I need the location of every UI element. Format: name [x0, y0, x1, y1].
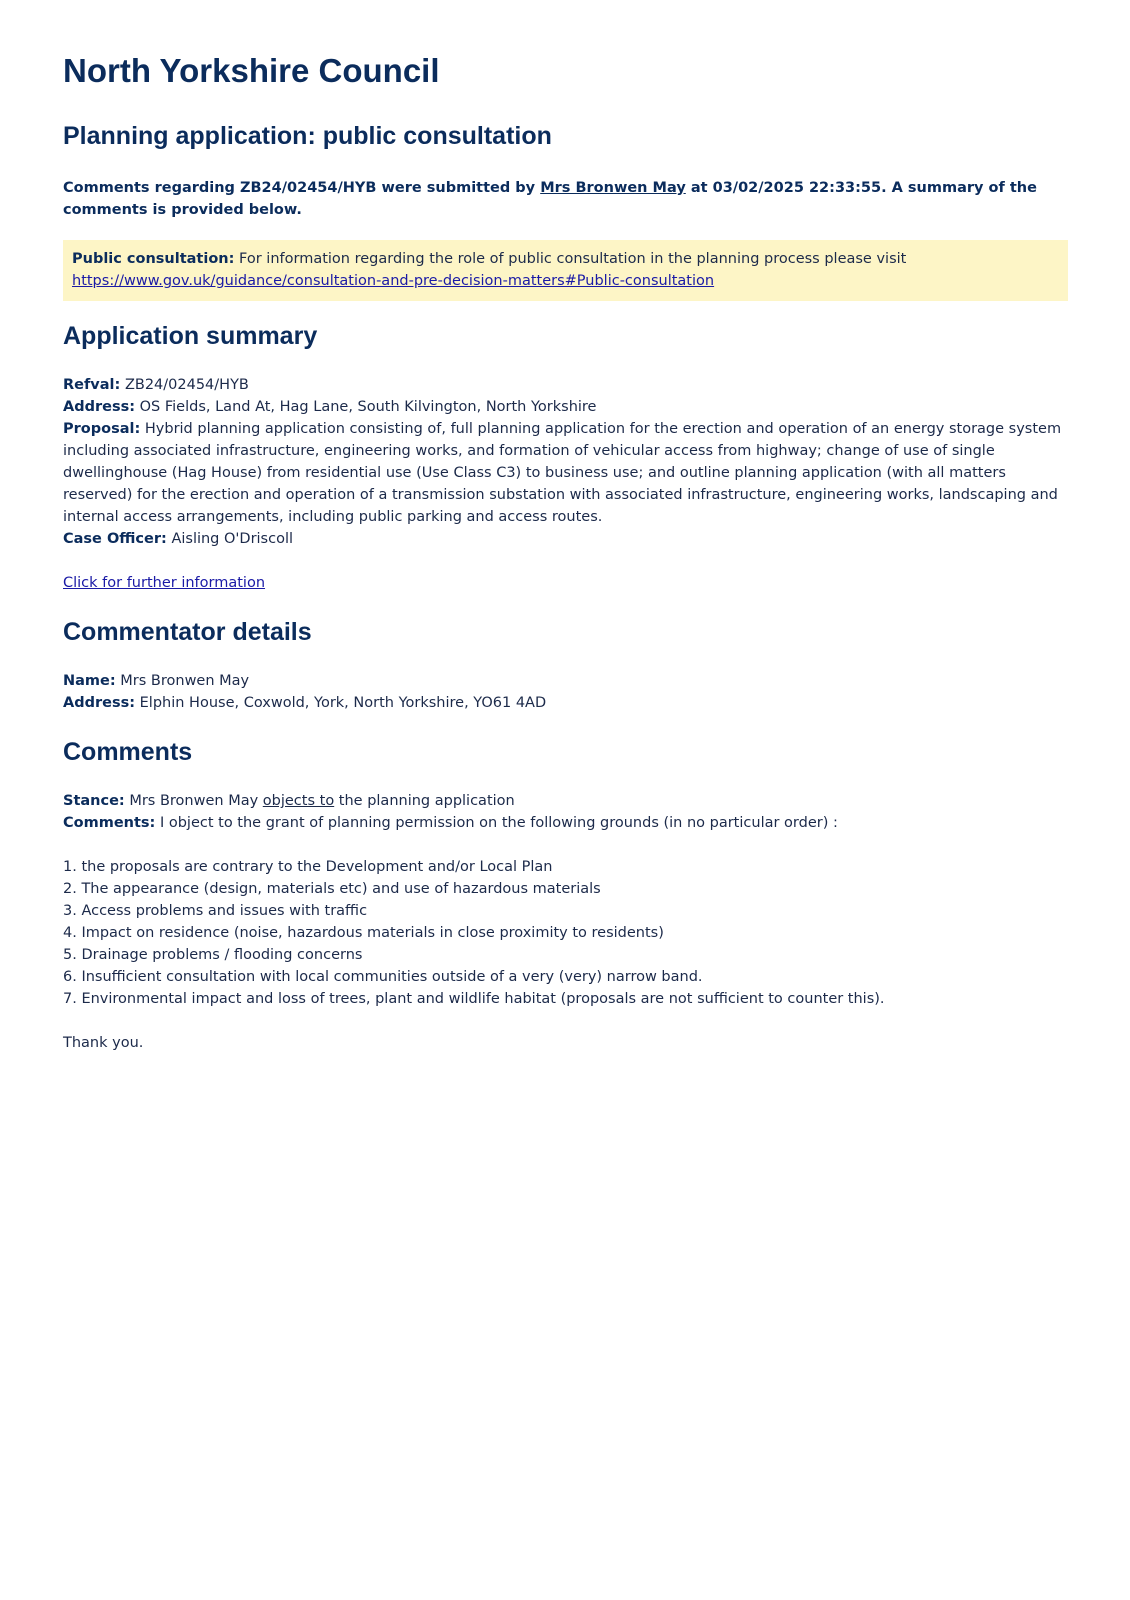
refval-label: Refval: [63, 377, 121, 393]
application-summary [63, 374, 1068, 550]
proposal-row [63, 418, 1068, 528]
comments-intro: I object to the grant of planning permission on the following grounds (in no particular order) : [159, 815, 838, 831]
further-info-block [63, 572, 1068, 594]
commentator-heading: Commentator details [63, 618, 312, 646]
commentator-address-label: Address: [63, 695, 136, 711]
list-item: 1. the proposals are contrary to the Development and/or Local Plan [63, 859, 553, 875]
application-summary-heading: Application summary [63, 322, 318, 350]
further-information-link[interactable]: Click for further information [63, 575, 266, 591]
case-officer-value: Aisling O'Driscoll [171, 531, 294, 547]
case-officer-row [63, 528, 1068, 550]
comments-intro-row [63, 812, 1068, 834]
intro-suffix: at 03/02/2025 22:33:55. A summary of the comments is provided below. [63, 180, 1037, 218]
grounds-list [63, 856, 1068, 1010]
stance-row [63, 790, 1068, 812]
intro-text [63, 177, 1063, 221]
list-item: 7. Environmental impact and loss of trees, plant and wildlife habitat (proposals are not sufficient to counter this). [63, 991, 885, 1007]
case-officer-label: Case Officer: [63, 531, 167, 547]
commentator-name: Mrs Bronwen May [120, 673, 250, 689]
intro-prefix: Comments regarding ZB24/02454/HYB were submitted by [63, 180, 536, 196]
address-row [63, 396, 1068, 418]
proposal-label: Proposal: [63, 421, 141, 437]
address-label: Address: [63, 399, 136, 415]
stance-name: Mrs Bronwen May [129, 793, 259, 809]
stance-label: Stance: [63, 793, 125, 809]
notice-label: Public consultation: [72, 251, 235, 267]
consultation-guidance-link[interactable]: https://www.gov.uk/guidance/consultation-and-pre-decision-matters#Public-consultation [72, 273, 715, 289]
consultation-notice [63, 240, 1068, 301]
commentator-details [63, 670, 1068, 714]
address-value: OS Fields, Land At, Hag Lane, South Kilvington, North Yorkshire [139, 399, 597, 415]
list-item: 4. Impact on residence (noise, hazardous materials in close proximity to residents) [63, 925, 664, 941]
stance-verb: objects to [262, 793, 335, 809]
stance-suffix: the planning application [338, 793, 515, 809]
closing-text: Thank you. [63, 1035, 144, 1051]
submitter-link[interactable]: Mrs Bronwen May [540, 180, 686, 196]
list-item: 6. Insufficient consultation with local communities outside of a very (very) narrow band. [63, 969, 703, 985]
commentator-name-row [63, 670, 1068, 692]
commentator-address-row [63, 692, 1068, 714]
proposal-value: Hybrid planning application consisting of, full planning application for the erection and operation of an energy storage system including associated infrastructure, engineering works, and formation of vehicular access from highway; change of use of single dwellinghouse (Hag House) from residential use (Use Class C3) to business use; and outline planning application (with all matters reserved) for the erection and operation of a transmission substation with associated infrastructure, engineering works, landscaping and internal access arrangements, including public parking and access routes. [63, 421, 1062, 525]
page-title: Planning application: public consultation [63, 122, 552, 150]
list-item: 3. Access problems and issues with traffic [63, 903, 368, 919]
refval-value: ZB24/02454/HYB [124, 377, 249, 393]
comments-heading: Comments [63, 738, 193, 766]
comments-block [63, 790, 1068, 1054]
notice-line [72, 248, 1059, 270]
comments-label: Comments: [63, 815, 156, 831]
council-title: North Yorkshire Council [63, 52, 440, 89]
commentator-address: Elphin House, Coxwold, York, North Yorkshire, YO61 4AD [139, 695, 547, 711]
notice-text: For information regarding the role of public consultation in the planning process please visit [239, 251, 907, 267]
refval-row [63, 374, 1068, 396]
commentator-name-label: Name: [63, 673, 116, 689]
list-item: 2. The appearance (design, materials etc) and use of hazardous materials [63, 881, 601, 897]
list-item: 5. Drainage problems / flooding concerns [63, 947, 363, 963]
